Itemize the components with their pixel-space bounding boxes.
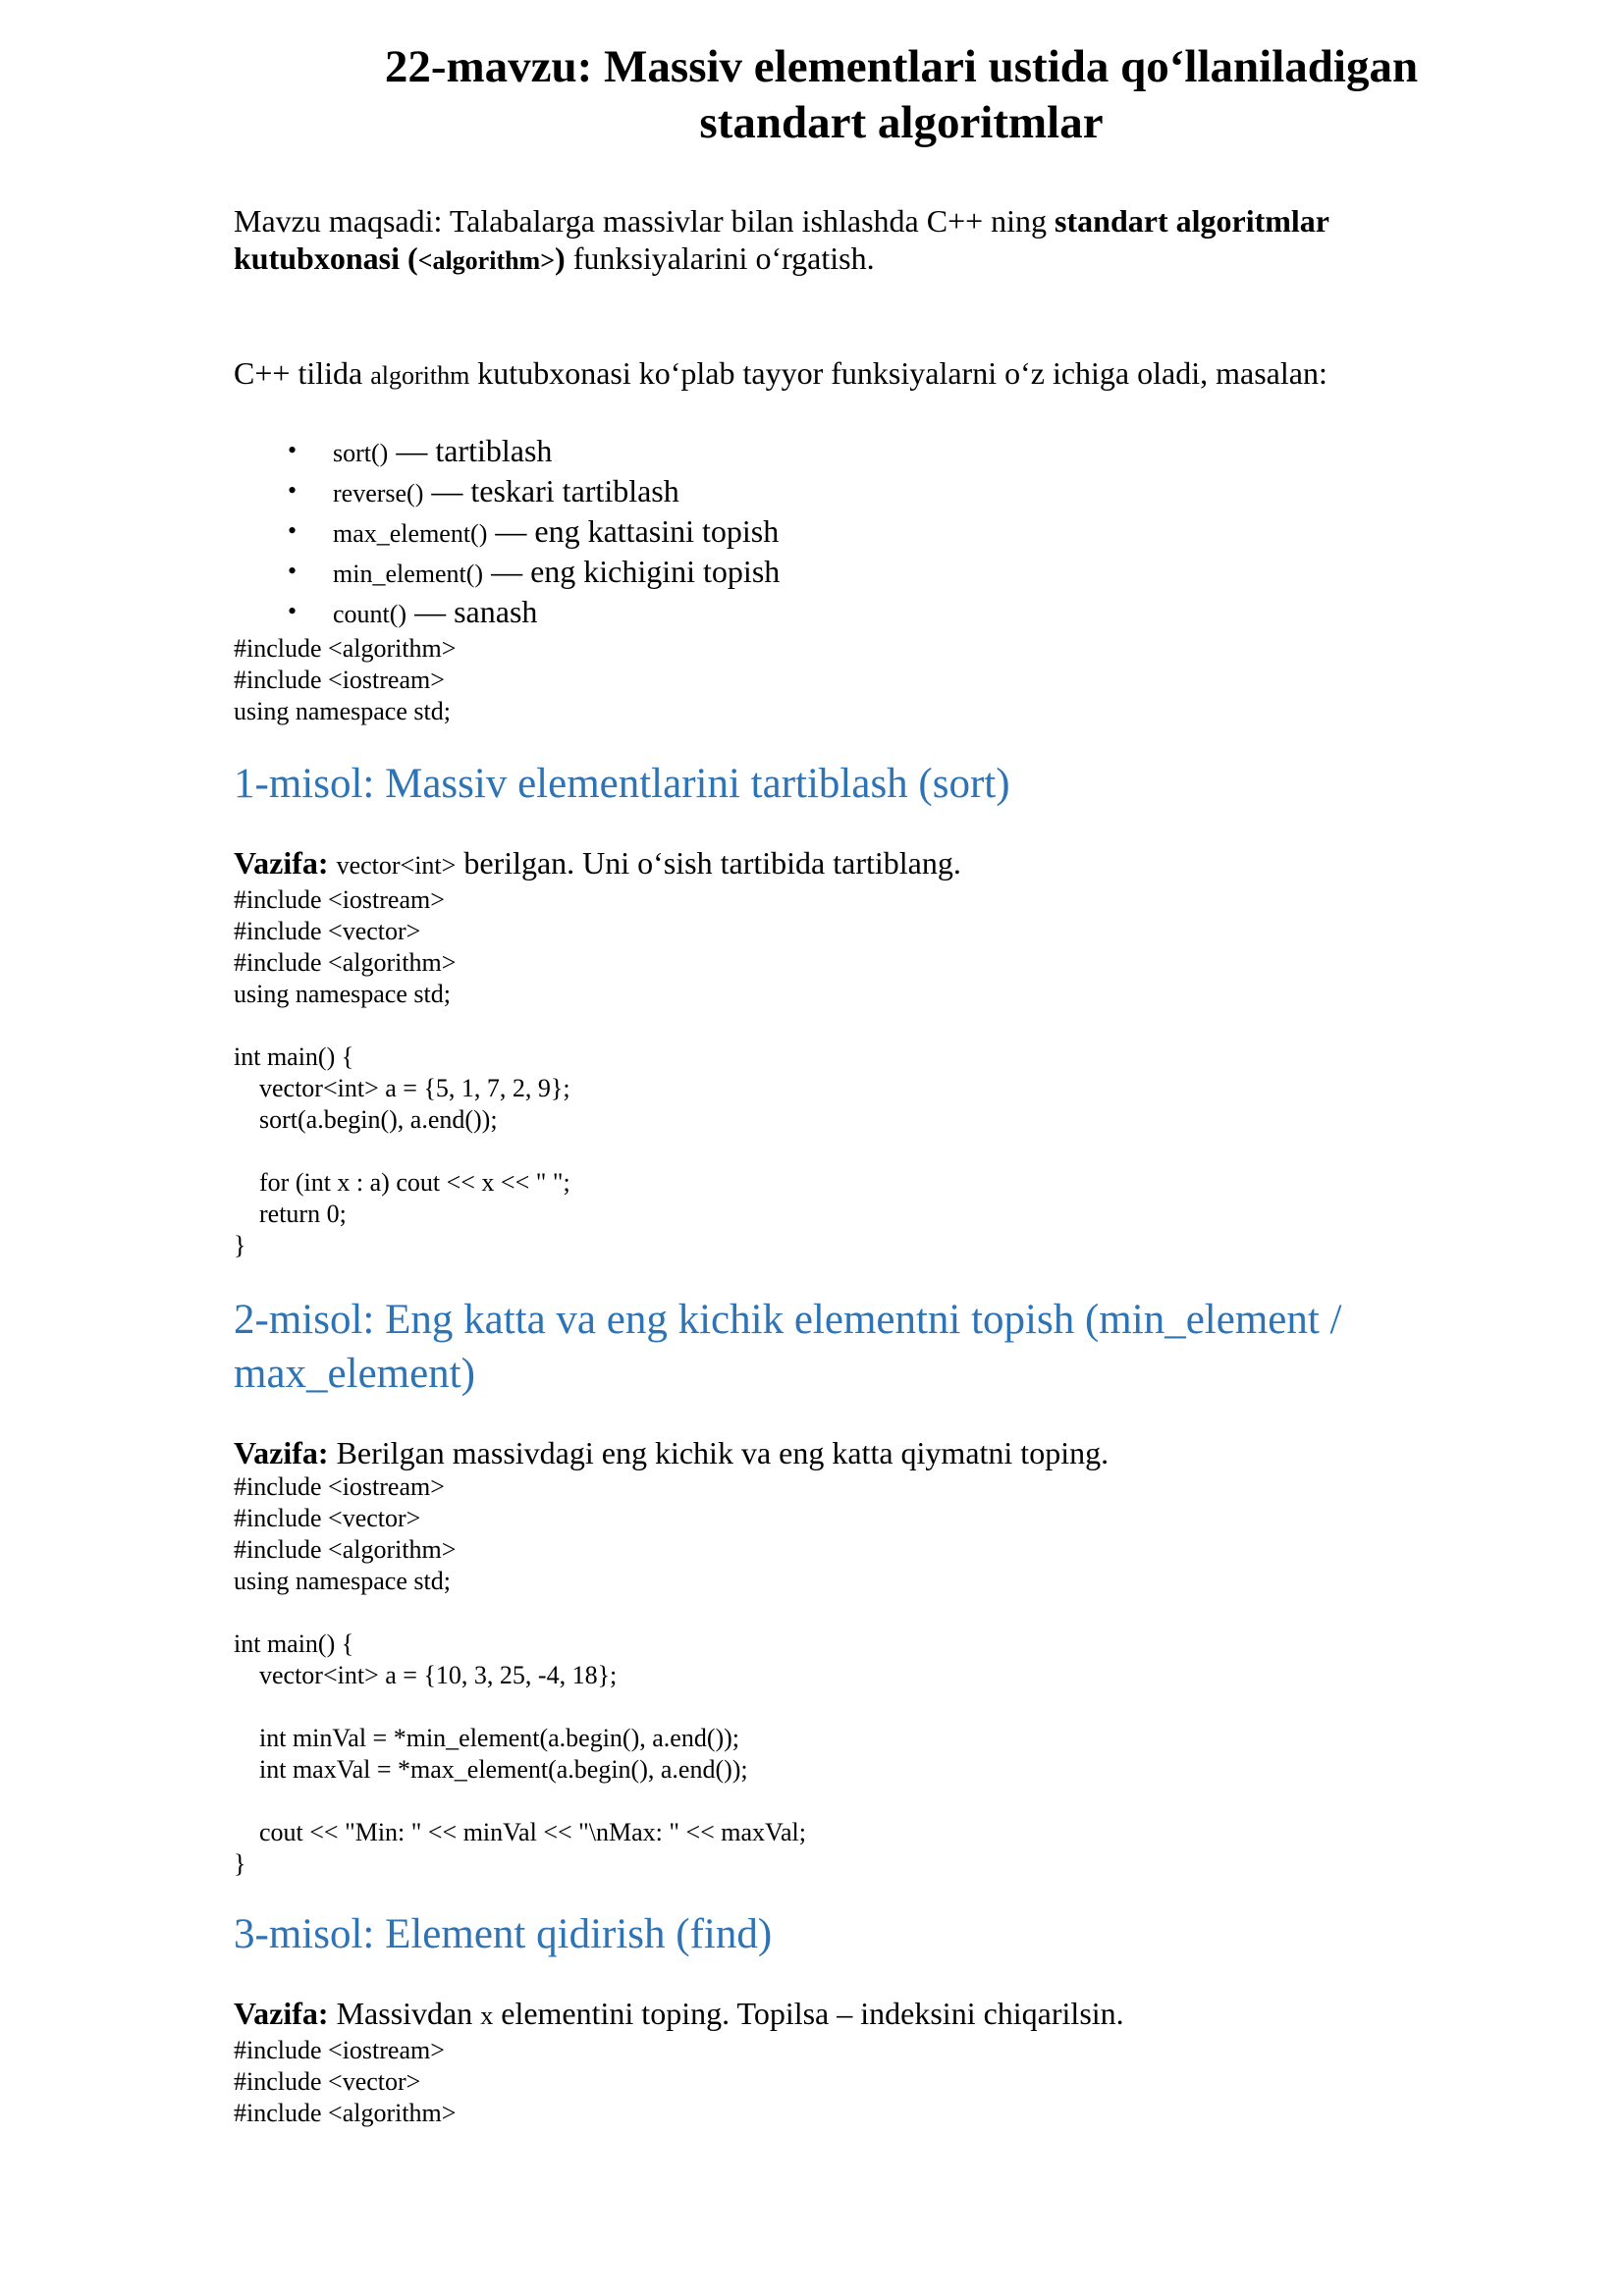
intro-prefix: C++ tilida: [234, 355, 371, 391]
function-code: min_element(): [333, 560, 484, 588]
page-title: 22-mavzu: Massiv elementlari ustida qo‘llaniladigan standart algoritmlar: [384, 41, 1419, 148]
function-code: max_element(): [333, 519, 488, 548]
example-1-heading: 1-misol: Massiv elementlarini tartiblash (sort): [234, 761, 1010, 807]
example-3-heading: 3-misol: Element qidirish (find): [234, 1911, 773, 1957]
task-code: vector<int>: [336, 851, 457, 880]
task-code: x: [480, 2002, 494, 2030]
example-2-task: [234, 1434, 1441, 1471]
intro-paragraph: [234, 354, 1441, 395]
function-desc: — eng kichigini topish: [483, 554, 781, 589]
function-code: count(): [333, 600, 407, 628]
list-item: [234, 512, 1441, 553]
task-post: berilgan. Uni o‘sish tartibida tartiblang.: [456, 845, 961, 881]
function-code: reverse(): [333, 479, 424, 507]
list-item: [234, 553, 1441, 593]
example-2-heading: 2-misol: Eng katta va eng kichik elementni topish (min_element / max_element): [234, 1297, 1342, 1397]
function-desc: — sanash: [406, 594, 538, 629]
goal-prefix: Mavzu maqsadi: Talabalarga massivlar bilan ishlashda C++ ning: [234, 203, 1056, 239]
example-3-code: #include <iostream> #include <vector> #include <algorithm>: [234, 2036, 457, 2127]
goal-suffix: funksiyalarini o‘rgatish.: [565, 240, 875, 276]
function-code: sort(): [333, 439, 389, 467]
intro-code: algorithm: [370, 361, 470, 390]
task-label: Vazifa:: [234, 845, 329, 881]
goal-bold-code: <algorithm>: [417, 246, 556, 275]
bullet-icon: •: [288, 516, 298, 545]
task-pre: Berilgan massivdagi eng kichik va eng katta qiymatni toping.: [328, 1435, 1110, 1470]
intro-suffix: kutubxonasi ko‘plab tayyor funksiyalarni o‘z ichiga oladi, masalan:: [469, 355, 1327, 391]
intro-code-block: #include <algorithm> #include <iostream> using namespace std;: [234, 634, 457, 725]
task-label: Vazifa:: [234, 1435, 329, 1470]
list-item: [234, 593, 1441, 633]
bullet-icon: •: [288, 557, 298, 585]
function-desc: — tartiblash: [388, 433, 553, 468]
task-pre: Massivdan: [328, 1996, 481, 2031]
bullet-icon: •: [288, 476, 298, 505]
bullet-icon: •: [288, 597, 298, 625]
bullet-icon: •: [288, 436, 298, 464]
task-label: Vazifa:: [234, 1996, 329, 2031]
task-post: elementini toping. Topilsa – indeksini chiqarilsin.: [493, 1996, 1124, 2031]
document-content: [234, 39, 1441, 2129]
function-desc: — eng kattasini topish: [487, 513, 780, 549]
functions-list: [234, 432, 1441, 633]
example-3-task: [234, 1995, 1441, 2035]
goal-bold-2: ): [555, 240, 566, 276]
goal-bold-1: standart algoritmlar kutubxonasi (: [234, 203, 1329, 276]
list-item: [234, 472, 1441, 512]
example-1-code: #include <iostream> #include <vector> #include <algorithm> using namespace std; int main() { vector<int> a = {5, 1, 7, 2, 9}; sort(a.begin(), a.end()); for (int x : a) cout << x << " "; return 0; }: [234, 885, 570, 1259]
goal-paragraph: [234, 202, 1441, 280]
example-2-code: #include <iostream> #include <vector> #include <algorithm> using namespace std; int main() { vector<int> a = {10, 3, 25, -4, 18}; int minVal = *min_element(a.begin(), a.end()); int maxVal = *max_element(a.begin(), a.end()); cout << "Min: " << minVal << "\nMax: " << maxVal; }: [234, 1472, 806, 1878]
example-1-task: [234, 844, 1441, 884]
function-desc: — teskari tartiblash: [423, 473, 679, 508]
task-pre: [329, 845, 337, 881]
list-item: [234, 432, 1441, 472]
